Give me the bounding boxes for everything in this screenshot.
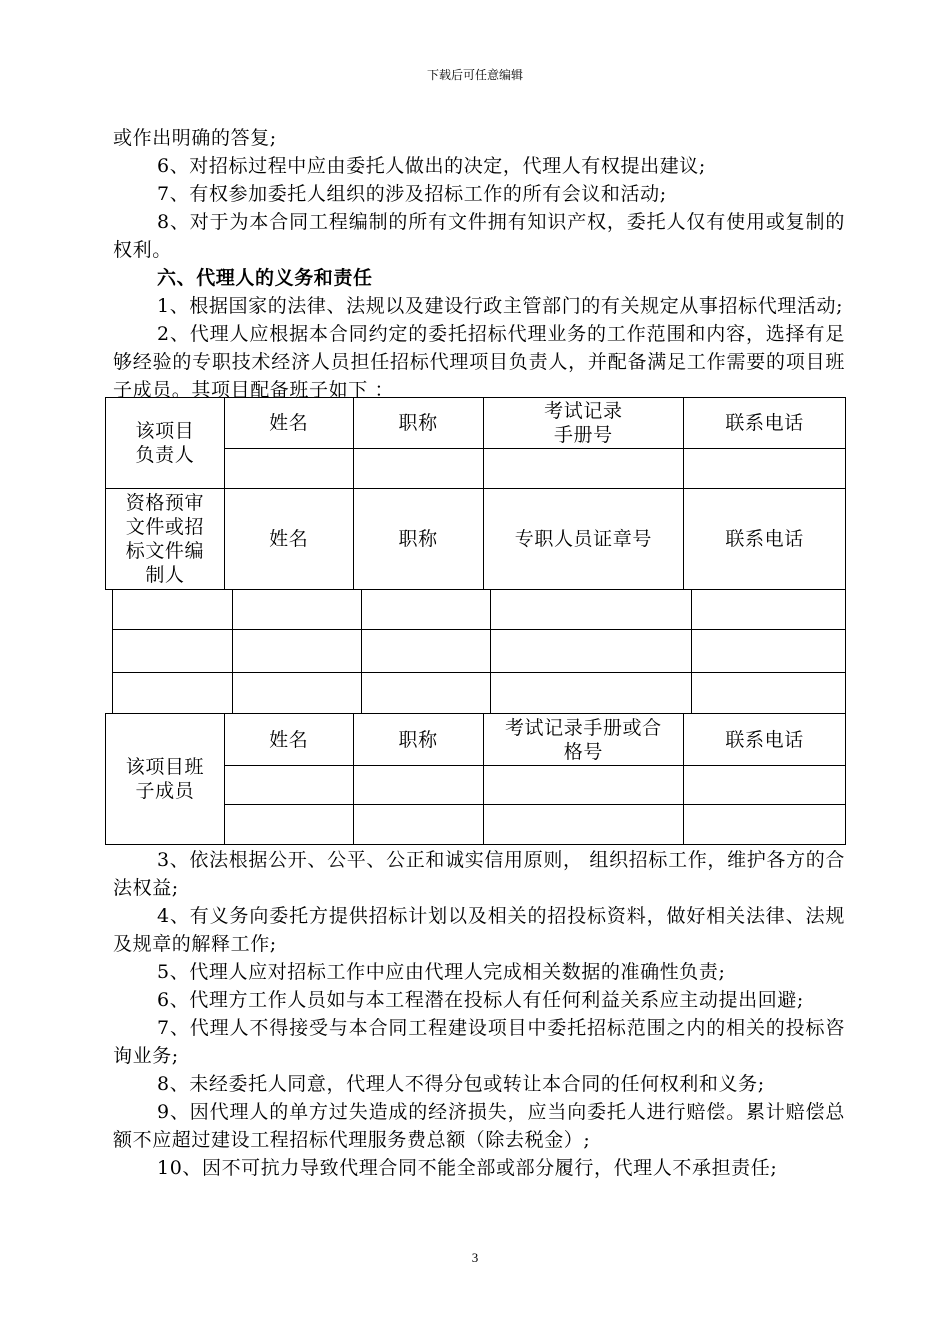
cell [232,630,361,673]
bottom-paragraphs [113,846,845,1182]
paragraph: 5、代理人应对招标工作中应由代理人完成相关数据的准确性负责; [157,961,726,983]
cell [361,630,491,673]
header-cert: 专职人员证章号 [483,489,684,590]
cell [353,449,483,489]
cell [491,673,692,714]
paragraph: 8、对于为本合同工程编制的所有文件拥有知识产权，委托人仅有使用或复制的权利。 [113,211,845,261]
header-title: 职称 [353,714,483,766]
header-title: 职称 [353,489,483,590]
cell [224,805,353,845]
cell [491,590,692,630]
page-number: 3 [471,1250,479,1265]
cell [483,449,684,489]
cell [361,590,491,630]
row-label: 资格预审 文件或招 标文件编 制人 [106,489,225,590]
cell [113,590,233,630]
header-record: 考试记录 手册号 [483,398,684,449]
cell [684,805,846,845]
paragraph: 6、代理方工作人员如与本工程潜在投标人有任何利益关系应主动提出回避; [157,989,804,1011]
cell [684,766,846,805]
paragraph: 7、代理人不得接受与本合同工程建设项目中委托招标范围之内的相关的投标咨询业务; [113,1017,845,1067]
table-blank-rows [112,589,846,714]
header-phone: 联系电话 [684,489,846,590]
paragraph: 10、因不可抗力导致代理合同不能全部或部分履行，代理人不承担责任; [157,1157,778,1179]
top-paragraphs [113,124,845,404]
cell [361,673,491,714]
cell [483,805,684,845]
paragraph: 8、未经委托人同意，代理人不得分包或转让本合同的任何权利和义务; [157,1073,765,1095]
table-document-preparers [105,488,846,590]
section-heading: 六、代理人的义务和责任 [157,267,373,289]
row-label: 该项目 负责人 [106,398,225,489]
paragraph: 6、对招标过程中应由委托人做出的决定，代理人有权提出建议; [157,155,706,177]
page-header: 下载后可任意编辑 [426,68,523,82]
paragraph: 或作出明确的答复; [113,127,277,149]
row-label: 该项目班 子成员 [106,714,225,845]
cell [353,805,483,845]
header-title: 职称 [353,398,483,449]
cell [353,766,483,805]
paragraph: 2、代理人应根据本合同约定的委托招标代理业务的工作范围和内容，选择有足够经验的专职技术经济人员担任招标代理项目负责人，并配备满足工作需要的项目班子成员。其项目配备班子如下 ： [113,323,845,401]
cell [232,590,361,630]
cell [113,630,233,673]
header-record: 考试记录手册或合 格号 [483,714,684,766]
header-phone: 联系电话 [684,714,846,766]
table-project-leader [105,397,846,489]
header-name: 姓名 [224,398,353,449]
paragraph: 4、有义务向委托方提供招标计划以及相关的招投标资料，做好相关法律、法规及规章的解释工作; [113,905,845,955]
paragraph: 3、依法根据公开、公平、公正和诚实信用原则， 组织招标工作，维护各方的合法权益; [113,849,845,899]
table-team-members [105,713,846,845]
cell [224,449,353,489]
paragraph: 7、有权参加委托人组织的涉及招标工作的所有会议和活动; [157,183,667,205]
paragraph: 9、因代理人的单方过失造成的经济损失，应当向委托人进行赔偿。累计赔偿总额不应超过建设工程招标代理服务费总额（除去税金）; [113,1101,845,1151]
cell [483,766,684,805]
header-name: 姓名 [224,714,353,766]
cell [692,630,846,673]
header-name: 姓名 [224,489,353,590]
cell [224,766,353,805]
cell [232,673,361,714]
cell [692,673,846,714]
paragraph: 1、根据国家的法律、法规以及建设行政主管部门的有关规定从事招标代理活动; [157,295,844,317]
cell [692,590,846,630]
cell [113,673,233,714]
cell [684,449,846,489]
header-phone: 联系电话 [684,398,846,449]
cell [491,630,692,673]
